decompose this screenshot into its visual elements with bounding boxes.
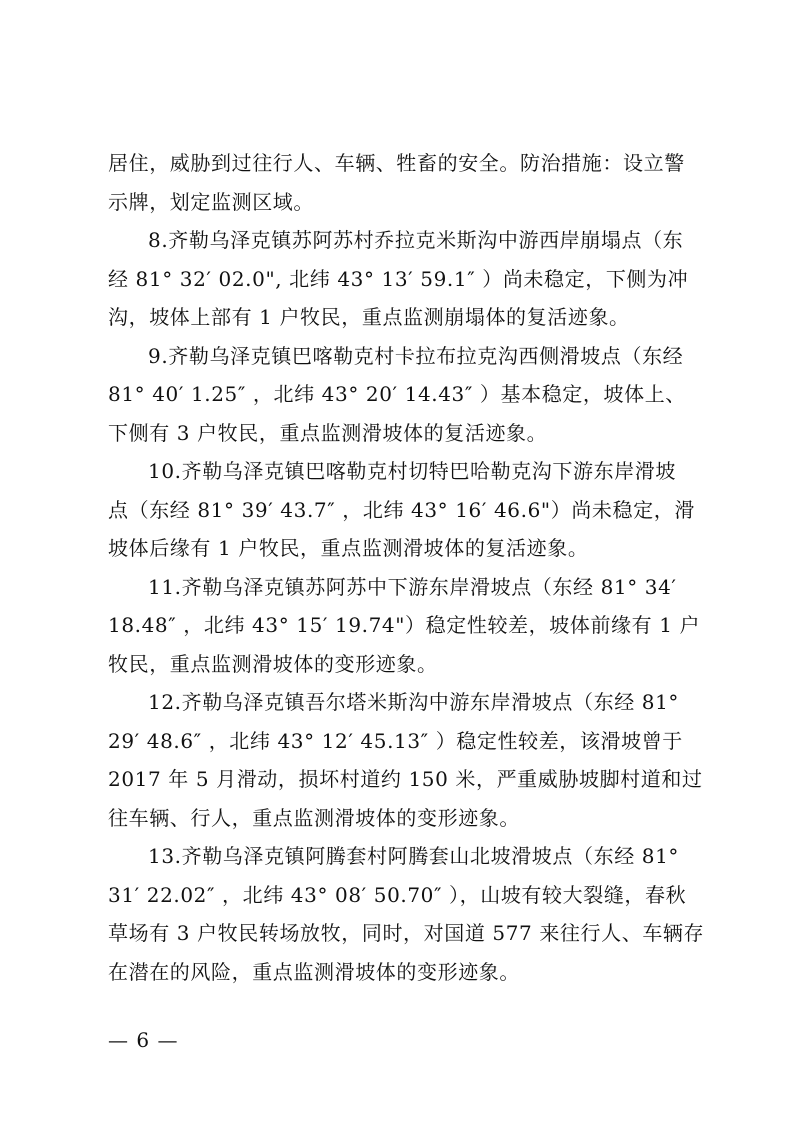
paragraph-first-line: 10.齐勒乌泽克镇巴喀勒克村切特巴哈勒克沟下游东岸滑坡 xyxy=(148,459,677,483)
text-line: 示牌，划定监测区域。 xyxy=(108,189,314,214)
text-line: 2017 年 5 月滑动，损坏村道约 150 米，严重威胁坡脚村道和过 xyxy=(108,767,703,791)
paragraph-first-line: 9.齐勒乌泽克镇巴喀勒克村卡拉布拉克沟西侧滑坡点（东经 xyxy=(148,343,684,368)
paragraph-first-line: 11.齐勒乌泽克镇苏阿苏中下游东岸滑坡点（东经 81° 34′ xyxy=(148,574,677,599)
text-line: 经 81° 32′ 02.0", 北纬 43° 13′ 59.1″ ）尚未稳定，下侧为冲 xyxy=(108,266,689,291)
text-line: 29′ 48.6″ ，北纬 43° 12′ 45.13″ ）稳定性较差，该滑坡曾于 xyxy=(108,728,683,753)
text-line: 点（东经 81° 39′ 43.7″ ，北纬 43° 16′ 46.6"）尚未稳定，滑 xyxy=(108,497,695,522)
text-line: 18.48″ ，北纬 43° 15′ 19.74"）稳定性较差，坡体前缘有 1 户 xyxy=(108,613,701,637)
paragraph-first-line: 12.齐勒乌泽克镇吾尔塔米斯沟中游东岸滑坡点（东经 81° xyxy=(148,690,680,714)
text-line: 坡体后缘有 1 户牧民，重点监测滑坡体的复活迹象。 xyxy=(108,536,589,560)
body-text xyxy=(108,144,705,991)
text-line: 牧民，重点监测滑坡体的变形迹象。 xyxy=(108,651,438,676)
text-line: 31′ 22.02″ ，北纬 43° 08′ 50.70″ ），山坡有较大裂缝，春秋 xyxy=(108,882,687,907)
text-line: 往车辆、行人，重点监测滑坡体的变形迹象。 xyxy=(108,805,520,830)
text-line: 草场有 3 户牧民转场放牧，同时，对国道 577 来往行人、车辆存 xyxy=(108,921,705,945)
text-line: 沟，坡体上部有 1 户牧民，重点监测崩塌体的复活迹象。 xyxy=(108,305,630,329)
paragraph-first-line: 8.齐勒乌泽克镇苏阿苏村乔拉克米斯沟中游西岸崩塌点（东 xyxy=(148,228,684,252)
paragraph-first-line: 13.齐勒乌泽克镇阿腾套村阿腾套山北坡滑坡点（东经 81° xyxy=(148,844,680,868)
page-number: — 6 — xyxy=(108,1028,179,1052)
text-line: 居住，威胁到过往行人、车辆、牲畜的安全。防治措施：设立警 xyxy=(108,151,685,175)
text-line: 在潜在的风险，重点监测滑坡体的变形迹象。 xyxy=(108,959,520,984)
text-line: 下侧有 3 户牧民，重点监测滑坡体的复活迹象。 xyxy=(108,420,548,445)
text-line: 81° 40′ 1.25″ ，北纬 43° 20′ 14.43″ ）基本稳定，坡体上、 xyxy=(108,382,686,406)
